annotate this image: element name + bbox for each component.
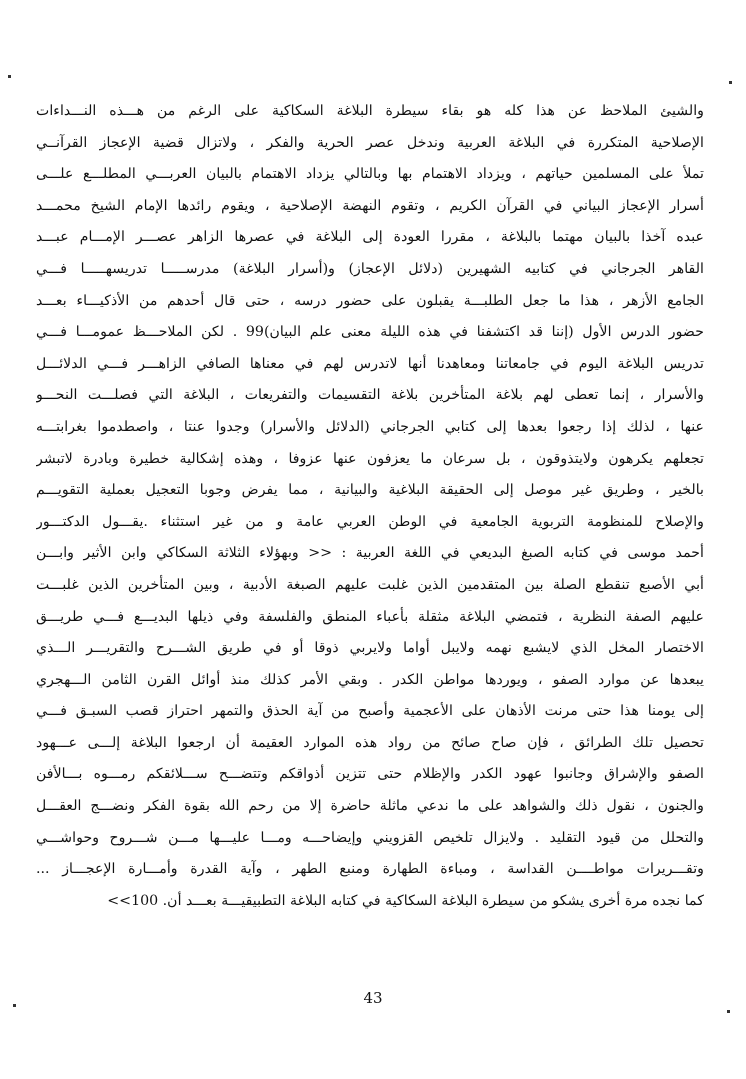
text-line: حضور الدرس الأول (إننا قد اكتشفنا في هذه الليلة معنى علم البيان)99 . لكن الملاحـــظ عمومـــا فـــي: [36, 324, 704, 341]
text-line: عنها ، لذلك إذا رجعوا بعدها إلى كتابي الجرجاني (الدلائل والأسرار) وجدوا عنتا ، واصطدموا بغرابتـــه: [36, 418, 704, 435]
scan-speck: [13, 1004, 16, 1007]
text-line: تملأ على المسلمين حياتهم ، ويزداد الاهتمام بها وبالتالي يزداد الاهتمام بالبيان العربـــي المطلـــع علـــى: [36, 166, 704, 183]
scan-speck: [8, 75, 11, 78]
text-line: يبعدها عن موارد الصفو ، ويوردها مواطن الكدر . وبقي الأمر كذلك منذ أوائل القرن الثامن الـــهجري: [36, 671, 704, 688]
text-line: أبي الأصبع تنقطع الصلة بين المتقدمين الذين غلبت عليهم الصبغة الأدبية ، وبين المتأخرين الذين غلبـــت: [36, 576, 704, 593]
text-line: عبده آخذا بالبيان مهتما بالبلاغة ، مقررا العودة إلى البلاغة في عصرها الزاهر عصـــر الإمـــام عبـــد: [36, 229, 704, 246]
body-paragraph: [36, 96, 704, 917]
text-line: الاختصار المخل الذي لايشبع نهمه ولايبل أواما ولايربي ذوقا أو في طريق الشـــرح والتقريـــر الـــذي: [36, 640, 704, 657]
text-line: والجنون ، نقول ذلك والشواهد على ما ندعي ماثلة حاضرة إلا من رحم الله بقوة الفكر ونضـــج العقـــل: [36, 798, 704, 815]
text-line: الجامع الأزهر ، هذا ما جعل الطلبـــة يقبلون على حضور درسه ، حتى قال أحدهم من الأذكيـــاء بعـــد: [36, 292, 704, 309]
text-line: تجعلهم يكرهون ولايتذوقون ، بل سرعان ما يعزفون عنها عزوفا ، وهذه إشكالية خطيرة وبادرة لاتبشر: [36, 450, 704, 467]
text-line: تحصيل تلك الطرائق ، فإن صاح صائح من رواد هذه الموارد العقيمة أن ارجعوا البلاغة إلـــى عـــهود: [36, 734, 704, 751]
scan-speck: [727, 1010, 730, 1013]
text-line: والشيئ الملاحظ عن هذا كله هو بقاء سيطرة البلاغة السكاكية على الرغم من هـــذه النـــداءات: [36, 103, 704, 119]
scan-speck: [729, 81, 732, 84]
page-number: 43: [363, 989, 383, 1007]
text-line: أسرار الإعجاز البياني في القرآن الكريم ، وتقوم النهضة الإصلاحية ، ويقوم رائدها الإمام الشيخ محمـــد: [36, 197, 704, 214]
text-line: والأسرار ، إنما تعطى لهم بلاغة المتأخرين بلاغة التقسيمات والتفريعات ، البلاغة التي فصلـــت النحـــو: [36, 387, 704, 404]
text-line: كما نجده مرة أخرى يشكو من سيطرة البلاغة السكاكية في كتابه البلاغة التطبيقيـــة بعـــد أن. 100>>: [107, 892, 704, 909]
text-line: القاهر الجرجاني في كتابيه الشهيرين (دلائل الإعجاز) و(أسرار البلاغة) مدرســـــا تدريسهـــــا فـــي: [36, 260, 704, 277]
text-line: وتقـــريرات مواطــــن القداسة ، ومباءة الطهارة ومنبع الطهر ، وآية القدرة وأمـــارة الإعجـــاز ...: [36, 861, 704, 878]
text-line: الصفو والإشراق وجانبوا عهود الكدر والإظلام حتى تتزين أذواقكم وتتضـــح ســـلائقكم رمـــوه بـــالأفن: [36, 766, 704, 783]
text-line: عليهم الصفة النظرية ، فتمضي البلاغة مثقلة بأعباء المنطق والفلسفة وفي ذيلها البديـــع فـــي طريـــق: [36, 608, 704, 625]
text-line: إلى يومنا هذا حتى مرنت الأذهان على الأعجمية وأصبح من آية الحذق والتمهر احتراز قصب السبـق فـــي: [36, 703, 704, 720]
text-line: الإصلاحية المتكررة في البلاغة العربية وندخل عصر الحرية والفكر ، ولاتزال قضية الإعجاز القرآنــي: [36, 134, 704, 151]
text-line: والإصلاح للمنظومة التربوية الجامعية في الوطن العربي عامة و من غير استثناء .يقـــول الدكتـــور: [36, 513, 704, 530]
text-line: بالخير ، وطريق غير موصل إلى الحقيقة البلاغية والبيانية ، مما يفرض وجوبا التعجيل بعملية التقويـــم: [36, 482, 704, 499]
text-line: والتحلل من قيود التقليد . ولايزال تلخيص القزويني وإيضاحـــه ومـــا عليـــها مـــن شـــروح وحواشـــي: [36, 829, 704, 846]
text-line: أحمد موسى في كتابه الصبغ البديعي في اللغة العربية : << وبهؤلاء الثلاثة السكاكي وابن الأثير وابـــن: [36, 545, 704, 562]
text-line: تدريس البلاغة اليوم في جامعاتنا ومعاهدنا أنها لاتدرس لهم في معناها الصافي الزاهـــر فـــي الدلائـــل: [36, 355, 704, 372]
